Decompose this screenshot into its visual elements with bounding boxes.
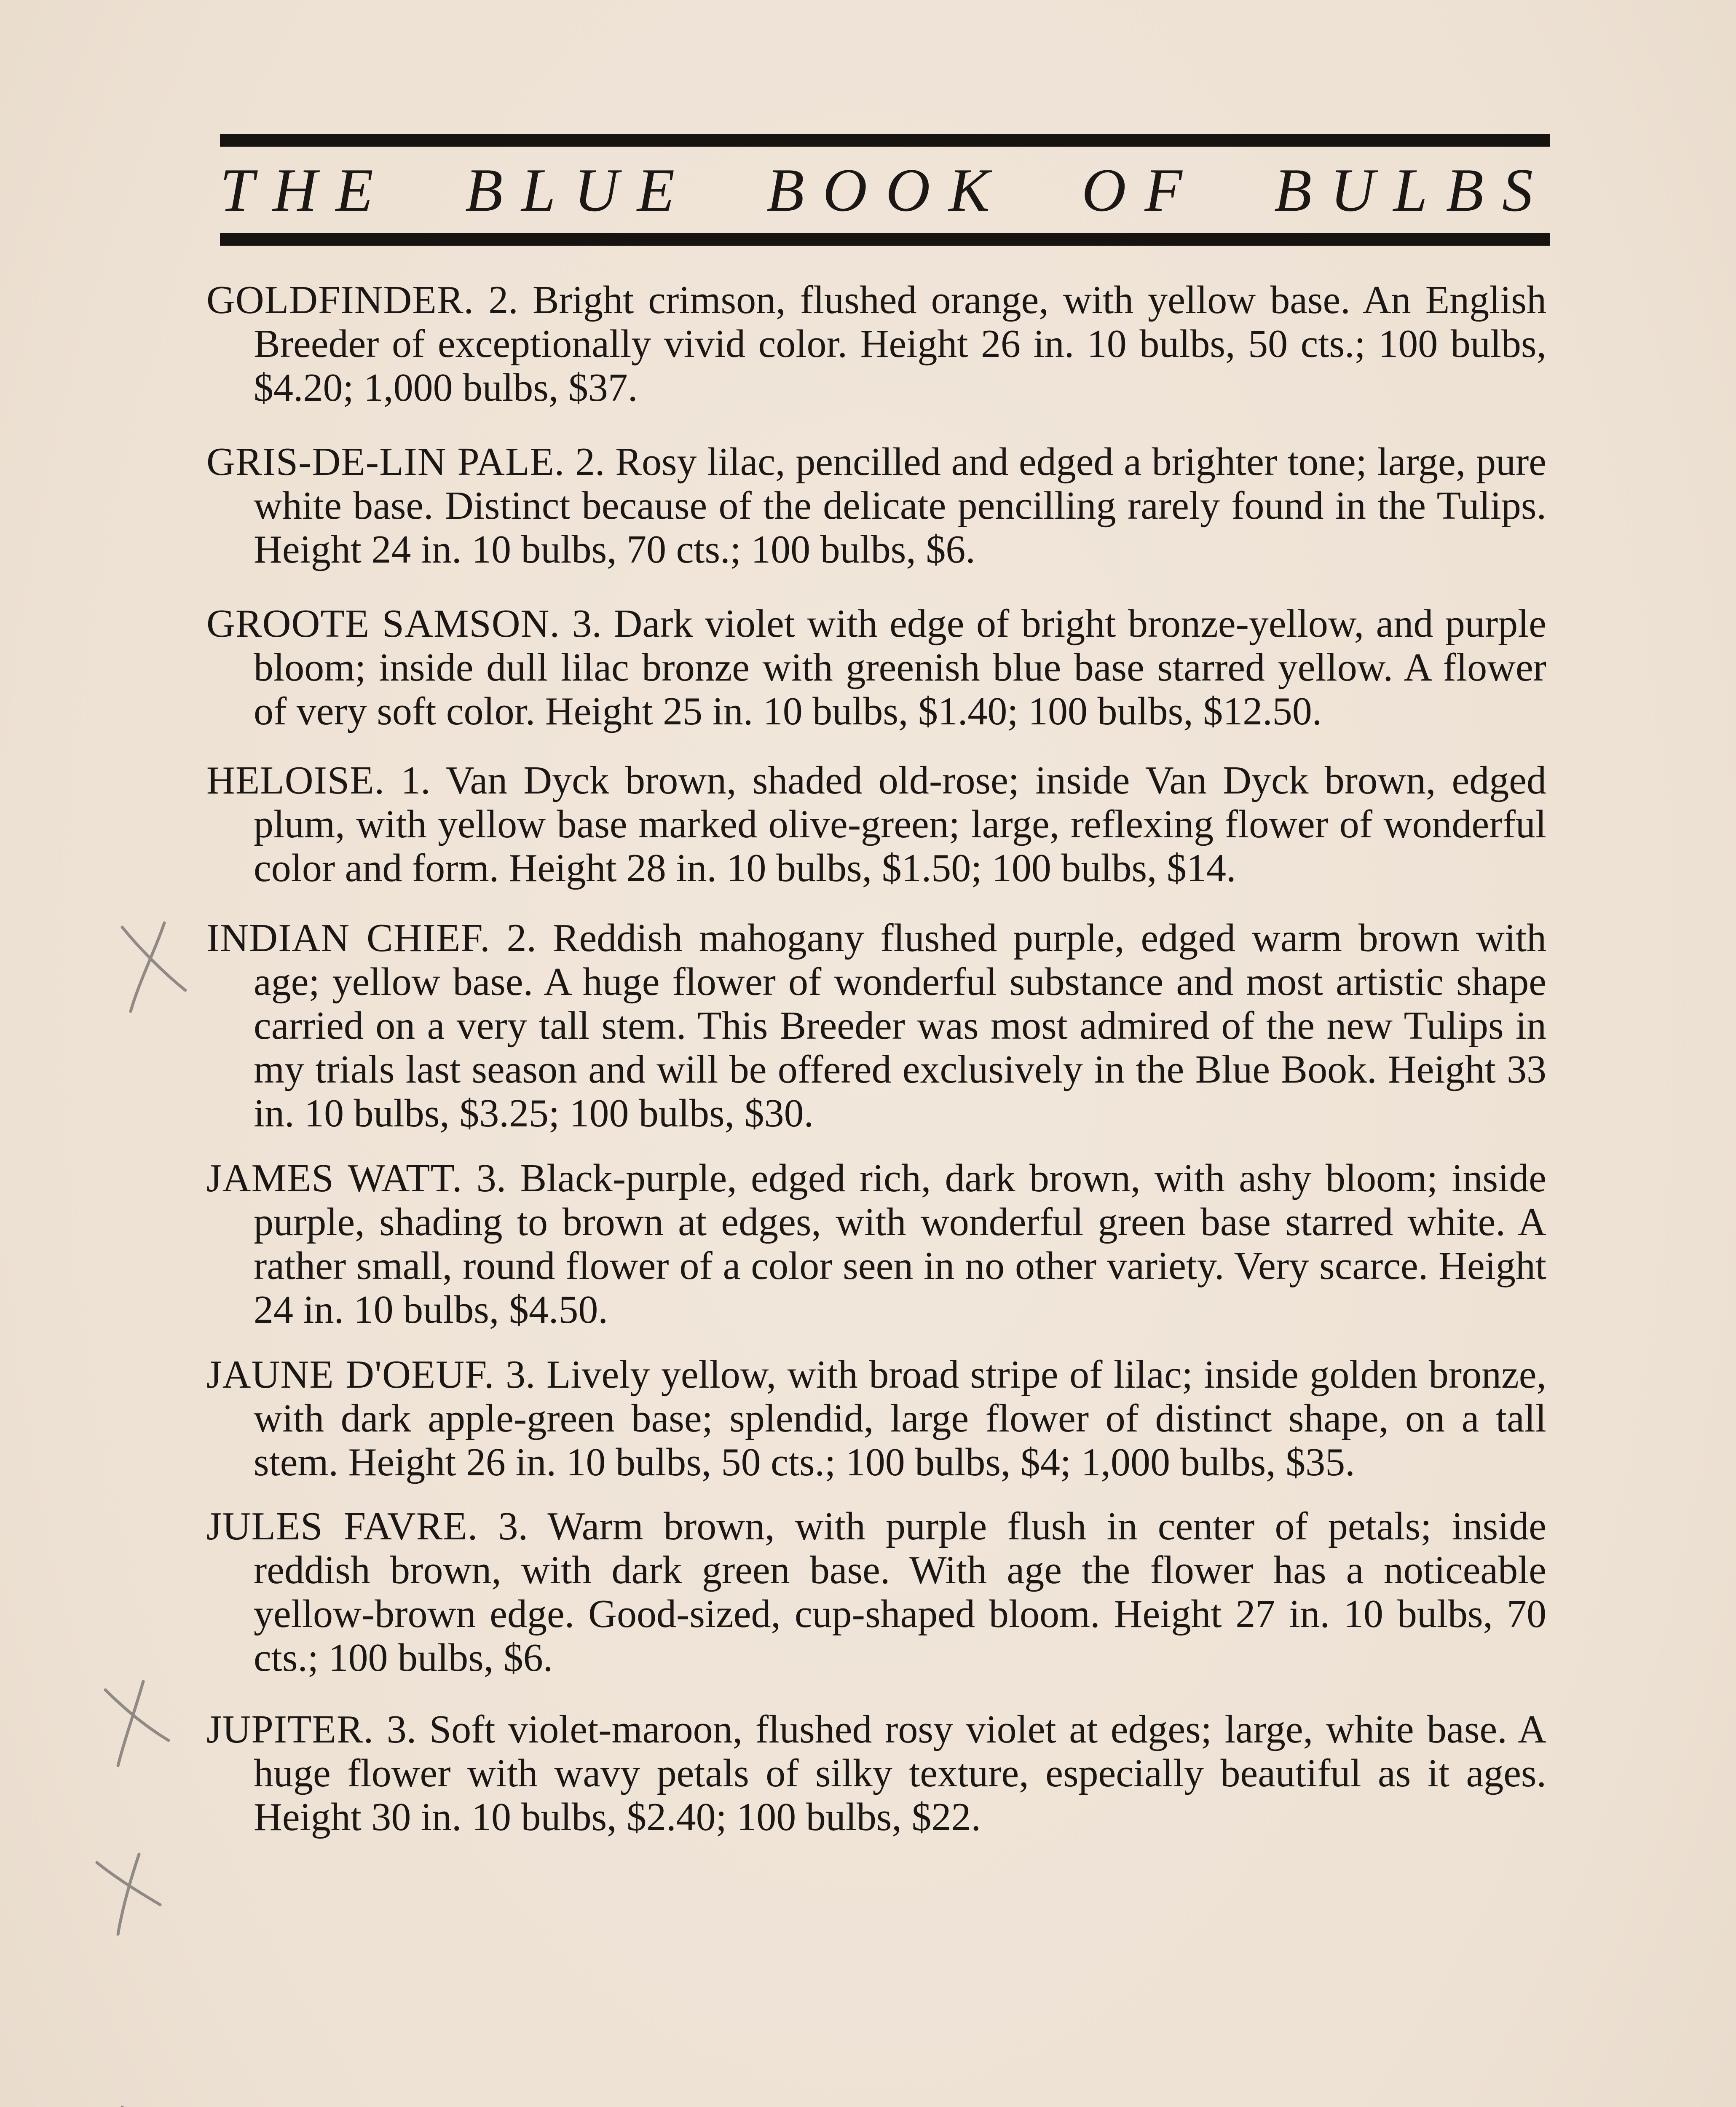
entry-text: 3. Black-purple, edged rich, dark brown, with ashy bloom; inside purple, shading to brown at edges, with wonderful green base starred white. A rather small, round flower of a color seen in no other variety. Very scarce. Height 24 in. 10 bulbs, $4.50. [254, 1156, 1546, 1332]
header-word: BULBS [1274, 156, 1551, 224]
entry-name: JULES FAVRE. [206, 1504, 478, 1548]
header-word: BOOK [766, 156, 1008, 224]
entry-text: 3. Warm brown, with purple flush in center of petals; inside reddish brown, with dark green base. With age the flower has a noticeable yellow-brown edge. Good-sized, cup-shaped bloom. Height 27 in. 10 bulbs, 70 cts.; 100 bulbs, $6. [254, 1504, 1546, 1680]
header-word: OF [1082, 156, 1201, 224]
entry-jules-favre [206, 1504, 1546, 1680]
entry-name: INDIAN CHIEF. [206, 916, 490, 960]
pencil-x-mark-icon [80, 1837, 181, 1947]
entry-jaune-doeuf [206, 1353, 1546, 1484]
entry-text: 2. Rosy lilac, pencilled and edged a brighter tone; large, pure white base. Distinct because of the delicate pencilling rarely found in the Tulips. Height 24 in. 10 bulbs, 70 cts.; 100 bulbs, $6. [254, 440, 1546, 571]
entry-name: JUPITER. [206, 1708, 374, 1751]
pencil-x-mark-icon [63, 2090, 164, 2107]
header-word: THE [220, 156, 392, 224]
pencil-x-mark-icon [101, 910, 202, 1020]
running-header [220, 154, 1551, 226]
entry-goldfinder [206, 278, 1546, 410]
entry-heloise [206, 759, 1546, 890]
entry-indian-chief [206, 916, 1546, 1135]
entry-name: JAMES WATT. [206, 1156, 463, 1200]
entry-name: GROOTE SAMSON. [206, 602, 560, 646]
pencil-x-mark-icon [84, 1669, 185, 1778]
entry-text: 1. Van Dyck brown, shaded old-rose; inside Van Dyck brown, edged plum, with yellow base marked olive-green; large, reflexing flower of wonderful color and form. Height 28 in. 10 bulbs, $1.50; 100 bulbs, $14. [254, 759, 1546, 890]
entry-name: HELOISE. [206, 759, 385, 802]
entry-gris-de-lin-pale [206, 440, 1546, 571]
entry-name: GRIS-DE-LIN PALE. [206, 440, 565, 484]
entry-groote-samson [206, 602, 1546, 733]
entry-text: 3. Lively yellow, with broad stripe of lilac; inside golden bronze, with dark apple-green base; splendid, large flower of distinct shape, on a tall stem. Height 26 in. 10 bulbs, 50 cts.; 100 bulbs, $4; 1,000 bulbs, $35. [254, 1353, 1546, 1484]
entry-text: 2. Bright crimson, flushed orange, with yellow base. An English Breeder of exceptionally vivid color. Height 26 in. 10 bulbs, 50 cts.; 100 bulbs, $4.20; 1,000 bulbs, $37. [254, 278, 1546, 410]
header-top-rule [220, 134, 1550, 147]
entry-text: 2. Reddish mahogany flushed purple, edged warm brown with age; yellow base. A huge flower of wonderful substance and most artistic shape carried on a very tall stem. This Breeder was most admired of the new Tulips in my trials last season and will be offered exclusively in the Blue Book. Height 33 in. 10 bulbs, $3.25; 100 bulbs, $30. [254, 916, 1546, 1135]
header-word: BLUE [465, 156, 694, 224]
entry-name: JAUNE D'OEUF. [206, 1353, 495, 1397]
entry-name: GOLDFINDER. [206, 278, 474, 322]
entry-james-watt [206, 1156, 1546, 1332]
entry-text: 3. Soft violet-maroon, flushed rosy violet at edges; large, white base. A huge flower with wavy petals of silky texture, especially beautiful as it ages. Height 30 in. 10 bulbs, $2.40; 100 bulbs, $22. [254, 1708, 1546, 1839]
entry-jupiter [206, 1708, 1546, 1839]
header-bottom-rule [220, 233, 1550, 246]
tulip-entries [206, 278, 1546, 1839]
entry-text: 3. Dark violet with edge of bright bronze-yellow, and purple bloom; inside dull lilac bronze with greenish blue base starred yellow. A flower of very soft color. Height 25 in. 10 bulbs, $1.40; 100 bulbs, $12.50. [254, 602, 1546, 733]
